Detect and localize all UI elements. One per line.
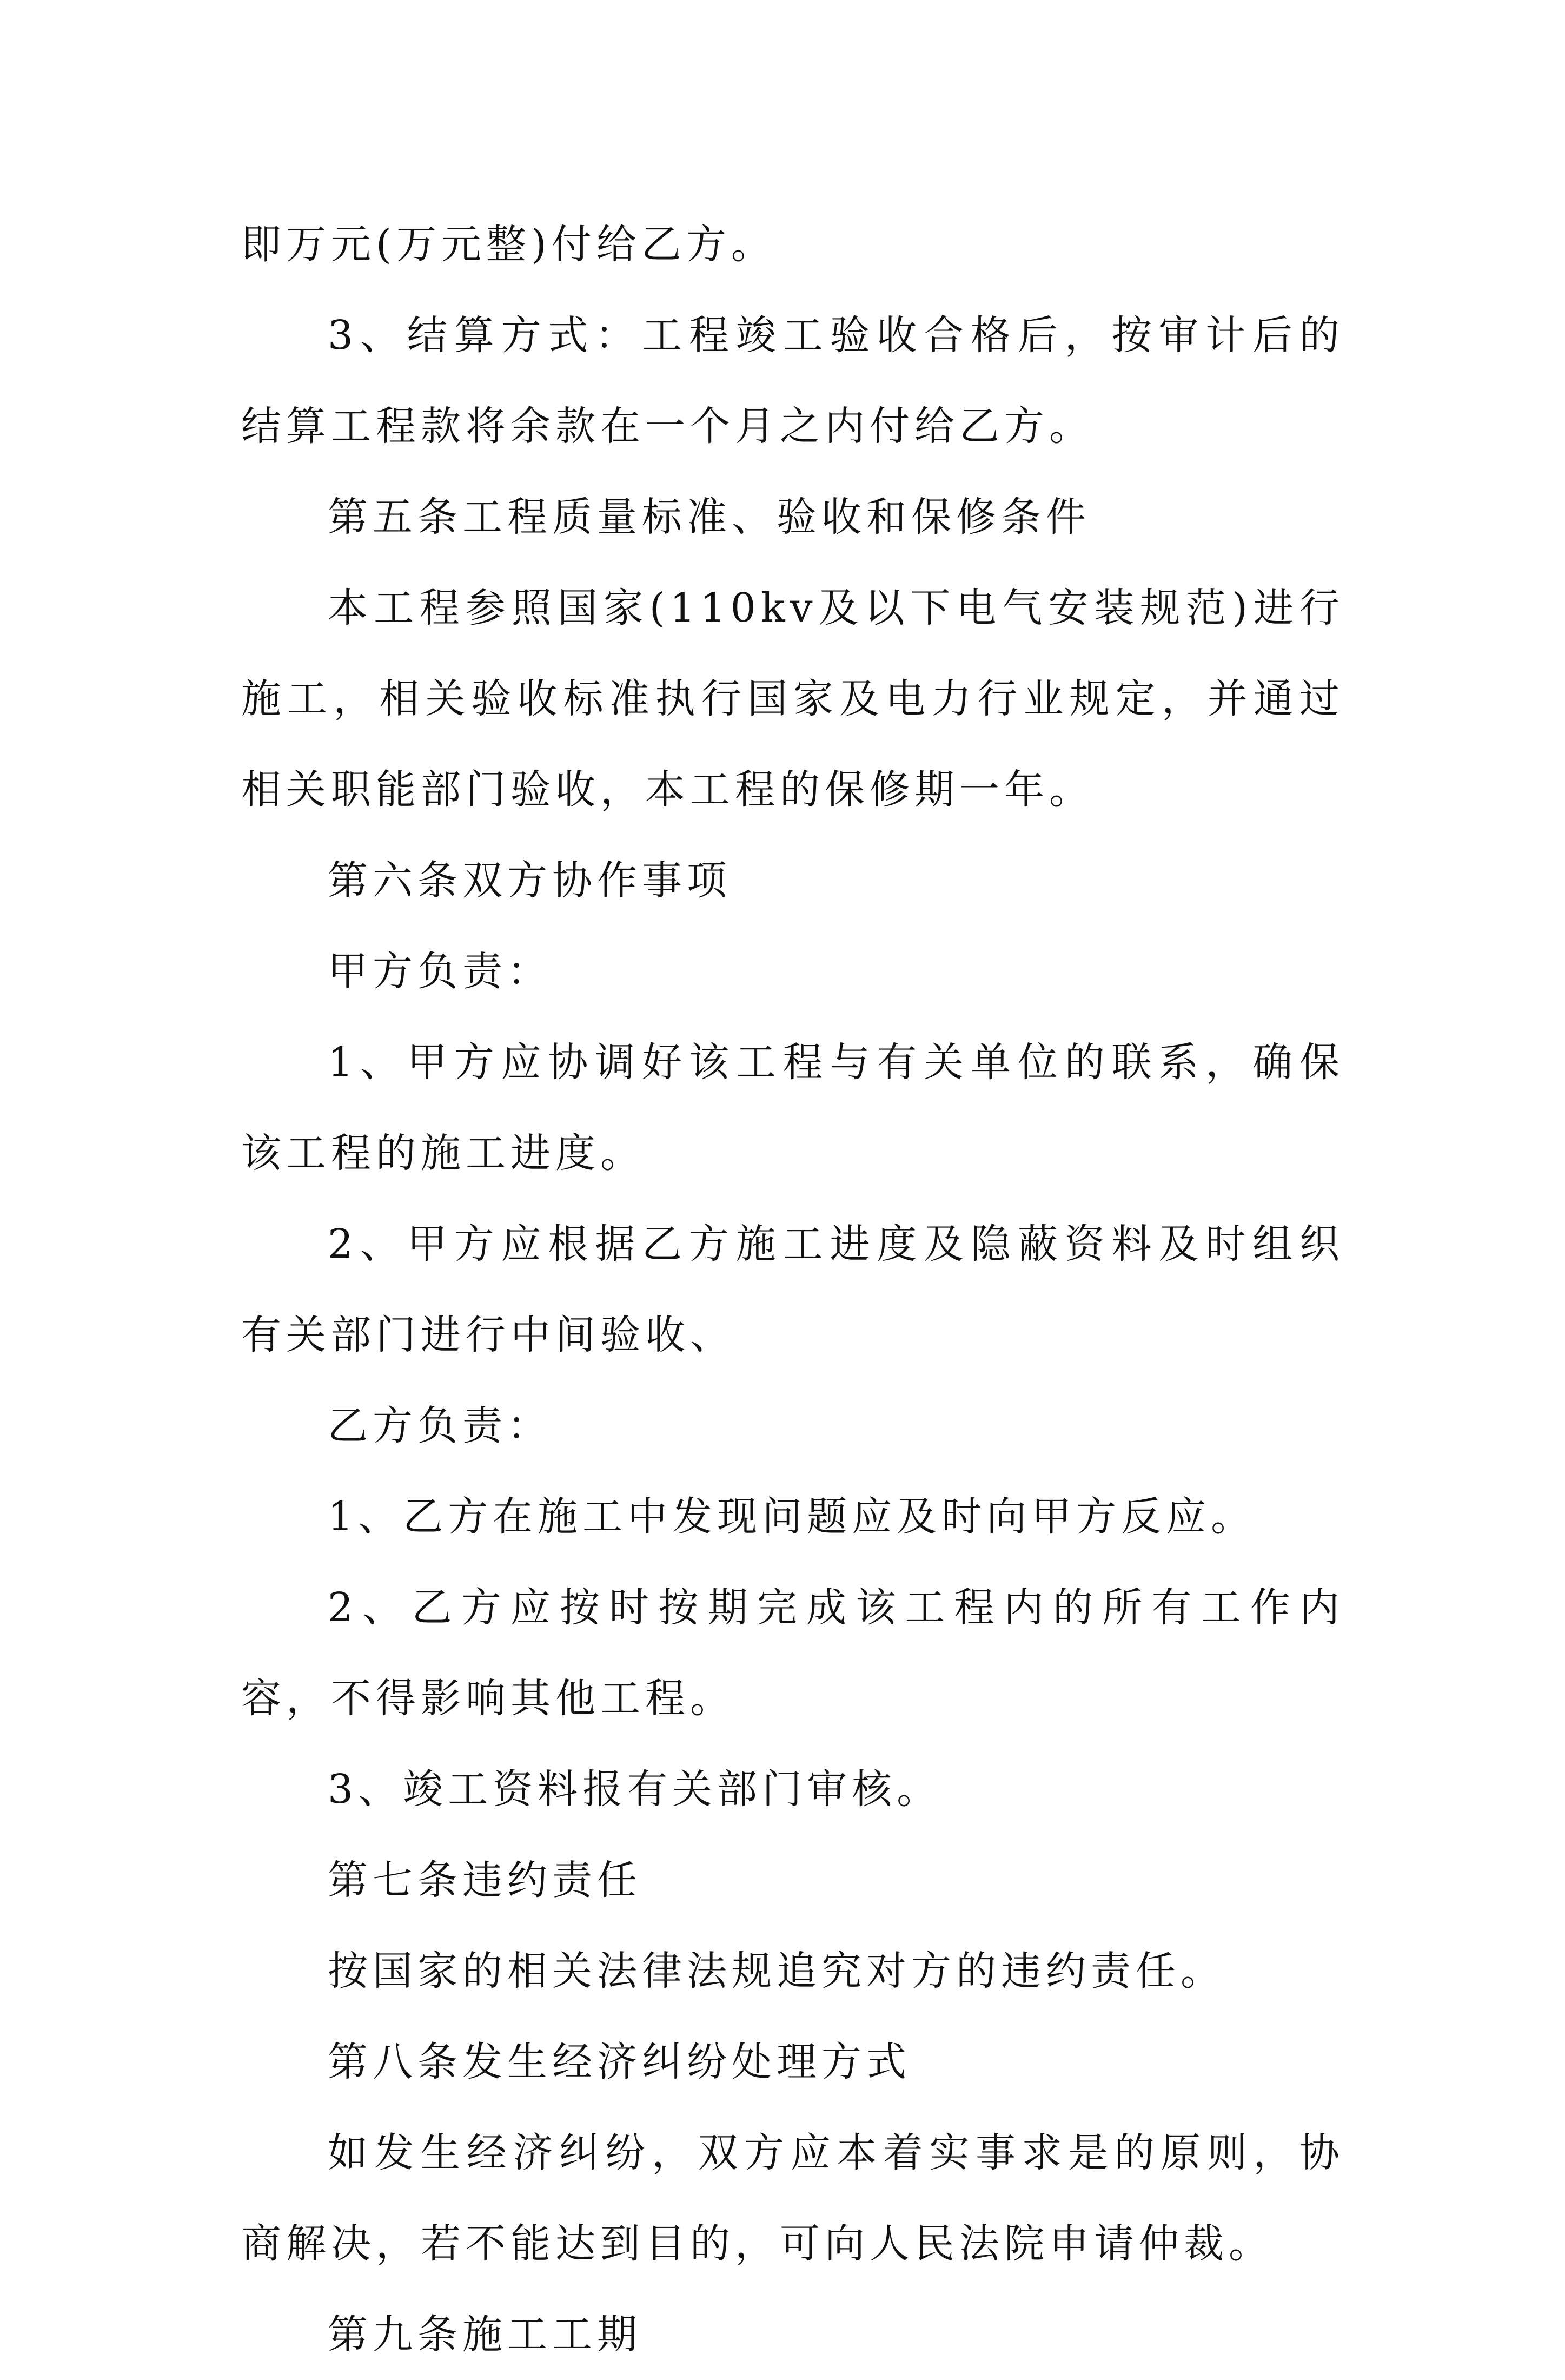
document-body (241, 199, 1344, 2380)
paragraph-dispute-resolution: 如发生经济纠纷，双方应本着实事求是的原则，协商解决，若不能达到目的，可向人民法院申请仲裁。 (241, 2130, 1344, 2267)
paragraph-settlement-method: 3、结算方式：工程竣工验收合格后，按审计后的结算工程款将余款在一个月之内付给乙方。 (241, 312, 1344, 449)
heading-article-5: 第五条工程质量标准、验收和保修条件 (328, 494, 1091, 540)
heading-article-8: 第八条发生经济纠纷处理方式 (328, 2039, 911, 2085)
paragraph-party-b-item-2: 2、乙方应按时按期完成该工程内的所有工作内容，不得影响其他工程。 (241, 1584, 1344, 1722)
paragraph-party-a-responsibilities: 甲方负责： (328, 948, 552, 995)
paragraph-quality-standard: 本工程参照国家(110kv及以下电气安装规范)进行施工，相关验收标准执行国家及电力行业规定，并通过相关职能部门验收，本工程的保修期一年。 (241, 585, 1344, 813)
paragraph-party-a-item-1: 1、甲方应协调好该工程与有关单位的联系，确保该工程的施工进度。 (241, 1039, 1344, 1176)
heading-article-6: 第六条双方协作事项 (328, 857, 732, 904)
paragraph-party-b-item-1: 1、乙方在施工中发现问题应及时向甲方反应。 (328, 1493, 1256, 1540)
heading-article-7: 第七条违约责任 (328, 1857, 642, 1903)
paragraph-party-b-item-3: 3、竣工资料报有关部门审核。 (328, 1766, 942, 1813)
paragraph-party-a-item-2: 2、甲方应根据乙方施工进度及隐蔽资料及时组织有关部门进行中间验收、 (241, 1221, 1344, 1358)
paragraph-party-b-responsibilities: 乙方负责： (328, 1403, 552, 1449)
heading-article-9: 第九条施工工期 (328, 2311, 642, 2358)
paragraph-breach-liability: 按国家的相关法律法规追究对方的违约责任。 (328, 1948, 1225, 1994)
paragraph-payment-amount: 即万元(万元整)付给乙方。 (241, 221, 776, 268)
